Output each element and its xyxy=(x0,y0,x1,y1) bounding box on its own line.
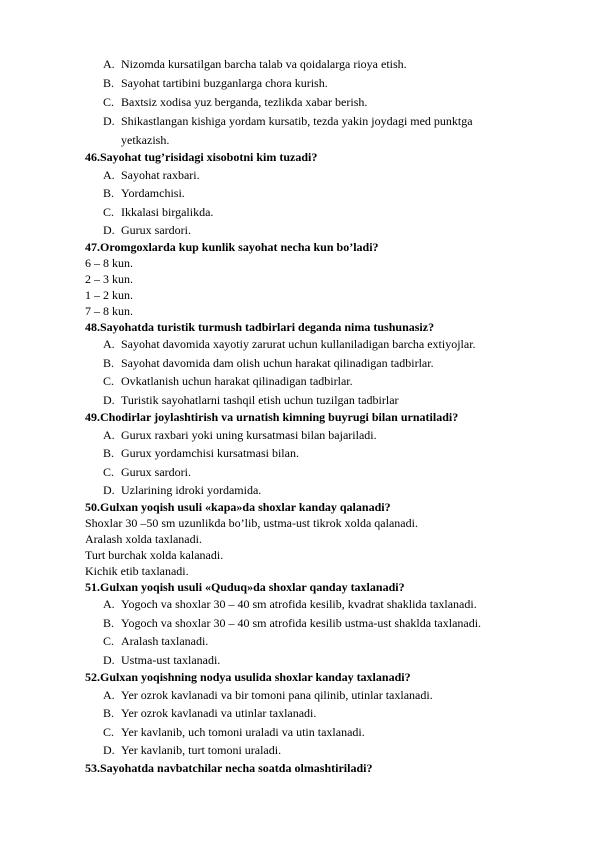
q46-option-c: C. Ikkalasi birgalikda. xyxy=(103,205,214,219)
question-46: 46.Sayohat tug’risidagi xisobotni kim tuzadi? xyxy=(85,150,318,164)
option-c: C. Baxtsiz xodisa yuz berganda, tezlikda xabar berish. xyxy=(103,95,368,109)
q52-option-a: A. Yer ozrok kavlanadi va bir tomoni pana qilinib, utinlar taxlanadi. xyxy=(103,688,433,702)
q46-option-d: D. Gurux sardori. xyxy=(103,223,191,237)
q49-option-a: A. Gurux raxbari yoki uning kursatmasi bilan bajariladi. xyxy=(103,428,377,442)
q51-option-d: D. Ustma-ust taxlanadi. xyxy=(103,653,221,667)
q51-option-b: B. Yogoch va shoxlar 30 – 40 sm atrofida kesilib ustma-ust shaklda taxlanadi. xyxy=(103,616,482,630)
q50-answer-line: Shoxlar 30 –50 sm uzunlikda bo’lib, ustma-ust tikrok xolda qalanadi. xyxy=(85,516,418,530)
question-52: 52.Gulxan yoqishning nodya usulida shoxlar kanday taxlanadi? xyxy=(85,670,411,684)
q48-option-d: D. Turistik sayohatlarni tashqil etish uchun tuzilgan tadbirlar xyxy=(103,393,399,407)
q46-option-a: A. Sayohat raxbari. xyxy=(103,168,200,182)
q50-answer-line: Aralash xolda taxlanadi. xyxy=(85,532,202,546)
q48-option-a: A. Sayohat davomida xayotiy zarurat uchun kullaniladigan barcha extiyojlar. xyxy=(103,337,476,351)
q46-option-b: B. Yordamchisi. xyxy=(103,186,185,200)
option-d-continuation: yetkazish. xyxy=(121,133,170,147)
q48-option-c: C. Ovkatlanish uchun harakat qilinadigan tadbirlar. xyxy=(103,374,353,388)
question-51: 51.Gulxan yoqish usuli «Quduq»da shoxlar qanday taxlanadi? xyxy=(85,580,405,594)
option-d: D. Shikastlangan kishiga yordam kursatib, tezda yakin joydagi med punktga xyxy=(103,114,473,128)
q47-answer-line: 2 – 3 kun. xyxy=(85,272,133,286)
q49-option-b: B. Gurux yordamchisi kursatmasi bilan. xyxy=(103,446,299,460)
q50-answer-line: Turt burchak xolda kalanadi. xyxy=(85,548,224,562)
q51-option-a: A. Yogoch va shoxlar 30 – 40 sm atrofida kesilib, kvadrat shaklida taxlanadi. xyxy=(103,597,477,611)
q49-option-d: D. Uzlarining idroki yordamida. xyxy=(103,483,262,497)
option-b: B. Sayohat tartibini buzganlarga chora kurish. xyxy=(103,76,328,90)
q47-answer-line: 6 – 8 kun. xyxy=(85,256,133,270)
option-a: A. Nizomda kursatilgan barcha talab va qoidalarga rioya etish. xyxy=(103,57,407,71)
question-49: 49.Chodirlar joylashtirish va urnatish kimning buyrugi bilan urnatiladi? xyxy=(85,410,459,424)
q47-answer-line: 7 – 8 kun. xyxy=(85,304,133,318)
q49-option-c: C. Gurux sardori. xyxy=(103,465,191,479)
q48-option-b: B. Sayohat davomida dam olish uchun harakat qilinadigan tadbirlar. xyxy=(103,356,434,370)
q50-answer-line: Kichik etib taxlanadi. xyxy=(85,564,189,578)
question-53: 53.Sayohatda navbatchilar necha soatda olmashtiriladi? xyxy=(85,761,373,775)
q52-option-d: D. Yer kavlanib, turt tomoni uraladi. xyxy=(103,743,282,757)
q52-option-b: B. Yer ozrok kavlanadi va utinlar taxlanadi. xyxy=(103,706,317,720)
q47-answer-line: 1 – 2 kun. xyxy=(85,288,133,302)
question-48: 48.Sayohatda turistik turmush tadbirlari deganda nima tushunasiz? xyxy=(85,320,435,334)
q52-option-c: C. Yer kavlanib, uch tomoni uraladi va utin taxlanadi. xyxy=(103,725,365,739)
question-47: 47.Oromgoxlarda kup kunlik sayohat necha kun bo’ladi? xyxy=(85,240,379,254)
q51-option-c: C. Aralash taxlanadi. xyxy=(103,634,209,648)
question-50: 50.Gulxan yoqish usuli «kapa»da shoxlar kanday qalanadi? xyxy=(85,500,391,514)
